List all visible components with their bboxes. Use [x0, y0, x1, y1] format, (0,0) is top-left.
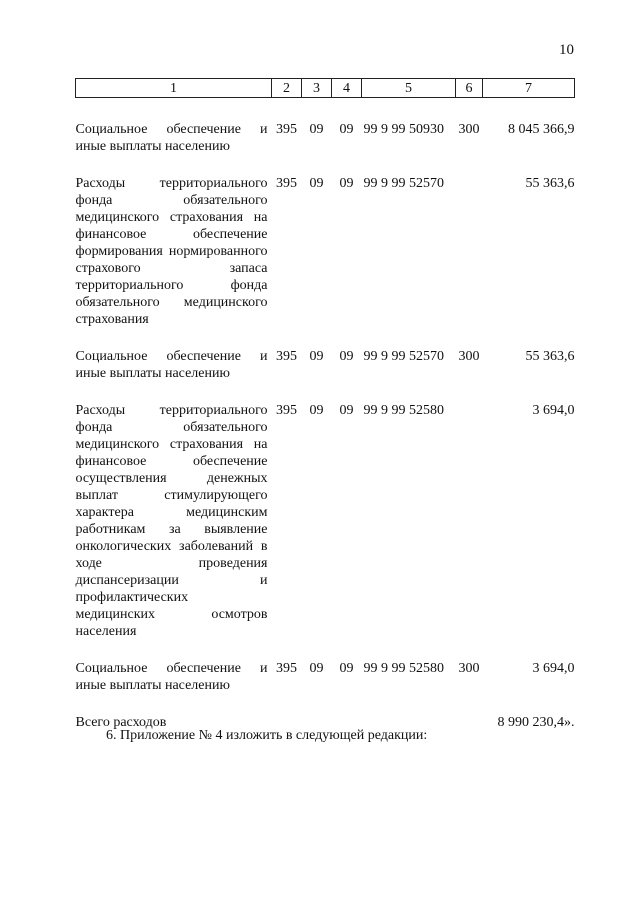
row-amount: 8 045 366,9 [508, 122, 575, 137]
header-col-7: 7 [483, 79, 575, 98]
footer-paragraph: 6. Приложение № 4 изложить в следующей редакции: [106, 728, 428, 743]
row-c2: 395 [276, 403, 297, 418]
row-c2: 395 [276, 176, 297, 191]
row-name: Социальное обеспечение и иные выплаты населению [75, 661, 268, 693]
row-c3: 09 [309, 122, 324, 137]
table-row [76, 402, 575, 640]
row-c2: 395 [276, 349, 297, 364]
header-col-4: 4 [332, 79, 362, 98]
row-c5: 99 9 99 50930 [363, 122, 444, 137]
row-c6: 300 [458, 661, 480, 676]
row-c5: 99 9 99 52570 [363, 176, 444, 191]
row-c4: 09 [339, 176, 354, 191]
total-label: Всего расходов [75, 715, 167, 730]
table-row [76, 175, 575, 328]
row-c6: 300 [458, 349, 480, 364]
row-c5: 99 9 99 52580 [363, 403, 444, 418]
row-c4: 09 [339, 349, 354, 364]
row-amount: 3 694,0 [532, 661, 575, 676]
header-col-6: 6 [456, 79, 483, 98]
row-c5: 99 9 99 52580 [363, 661, 444, 676]
row-c3: 09 [309, 176, 324, 191]
row-c3: 09 [309, 661, 324, 676]
row-c2: 395 [276, 122, 297, 137]
row-amount: 3 694,0 [532, 403, 575, 418]
header-col-1: 1 [76, 79, 272, 98]
row-amount: 55 363,6 [525, 176, 575, 191]
header-col-2: 2 [272, 79, 302, 98]
row-name: Социальное обеспечение и иные выплаты населению [75, 349, 268, 381]
row-c6 [456, 402, 483, 640]
row-amount: 55 363,6 [525, 349, 575, 364]
row-name: Социальное обеспечение и иные выплаты населению [75, 122, 268, 154]
row-c4: 09 [339, 403, 354, 418]
table-row [76, 348, 575, 382]
table-row [76, 121, 575, 155]
budget-table [75, 78, 575, 731]
row-c2: 395 [276, 661, 297, 676]
row-c4: 09 [339, 661, 354, 676]
header-row [76, 79, 575, 98]
table-row [76, 660, 575, 694]
row-c6: 300 [458, 122, 480, 137]
row-c5: 99 9 99 52570 [363, 349, 444, 364]
page-number: 10 [559, 42, 574, 58]
header-col-3: 3 [302, 79, 332, 98]
row-c3: 09 [309, 349, 324, 364]
header-col-5: 5 [362, 79, 456, 98]
row-c4: 09 [339, 122, 354, 137]
row-c6 [456, 175, 483, 328]
row-name: Расходы территориального фонда обязательного медицинского страхования на финансовое обеспечение формирования нормированного страхового запаса территориального фонда обязательного медицинского страхования [75, 176, 268, 327]
row-name: Расходы территориального фонда обязательного медицинского страхования на финансовое обеспечение осуществления денежных выплат стимулирующего характера медицинским работникам за выявление онкологических заболеваний в ходе проведения диспансеризации и профилактических медицинских осмотров населения [75, 403, 268, 639]
row-c3: 09 [309, 403, 324, 418]
total-value: 8 990 230,4». [497, 715, 575, 730]
